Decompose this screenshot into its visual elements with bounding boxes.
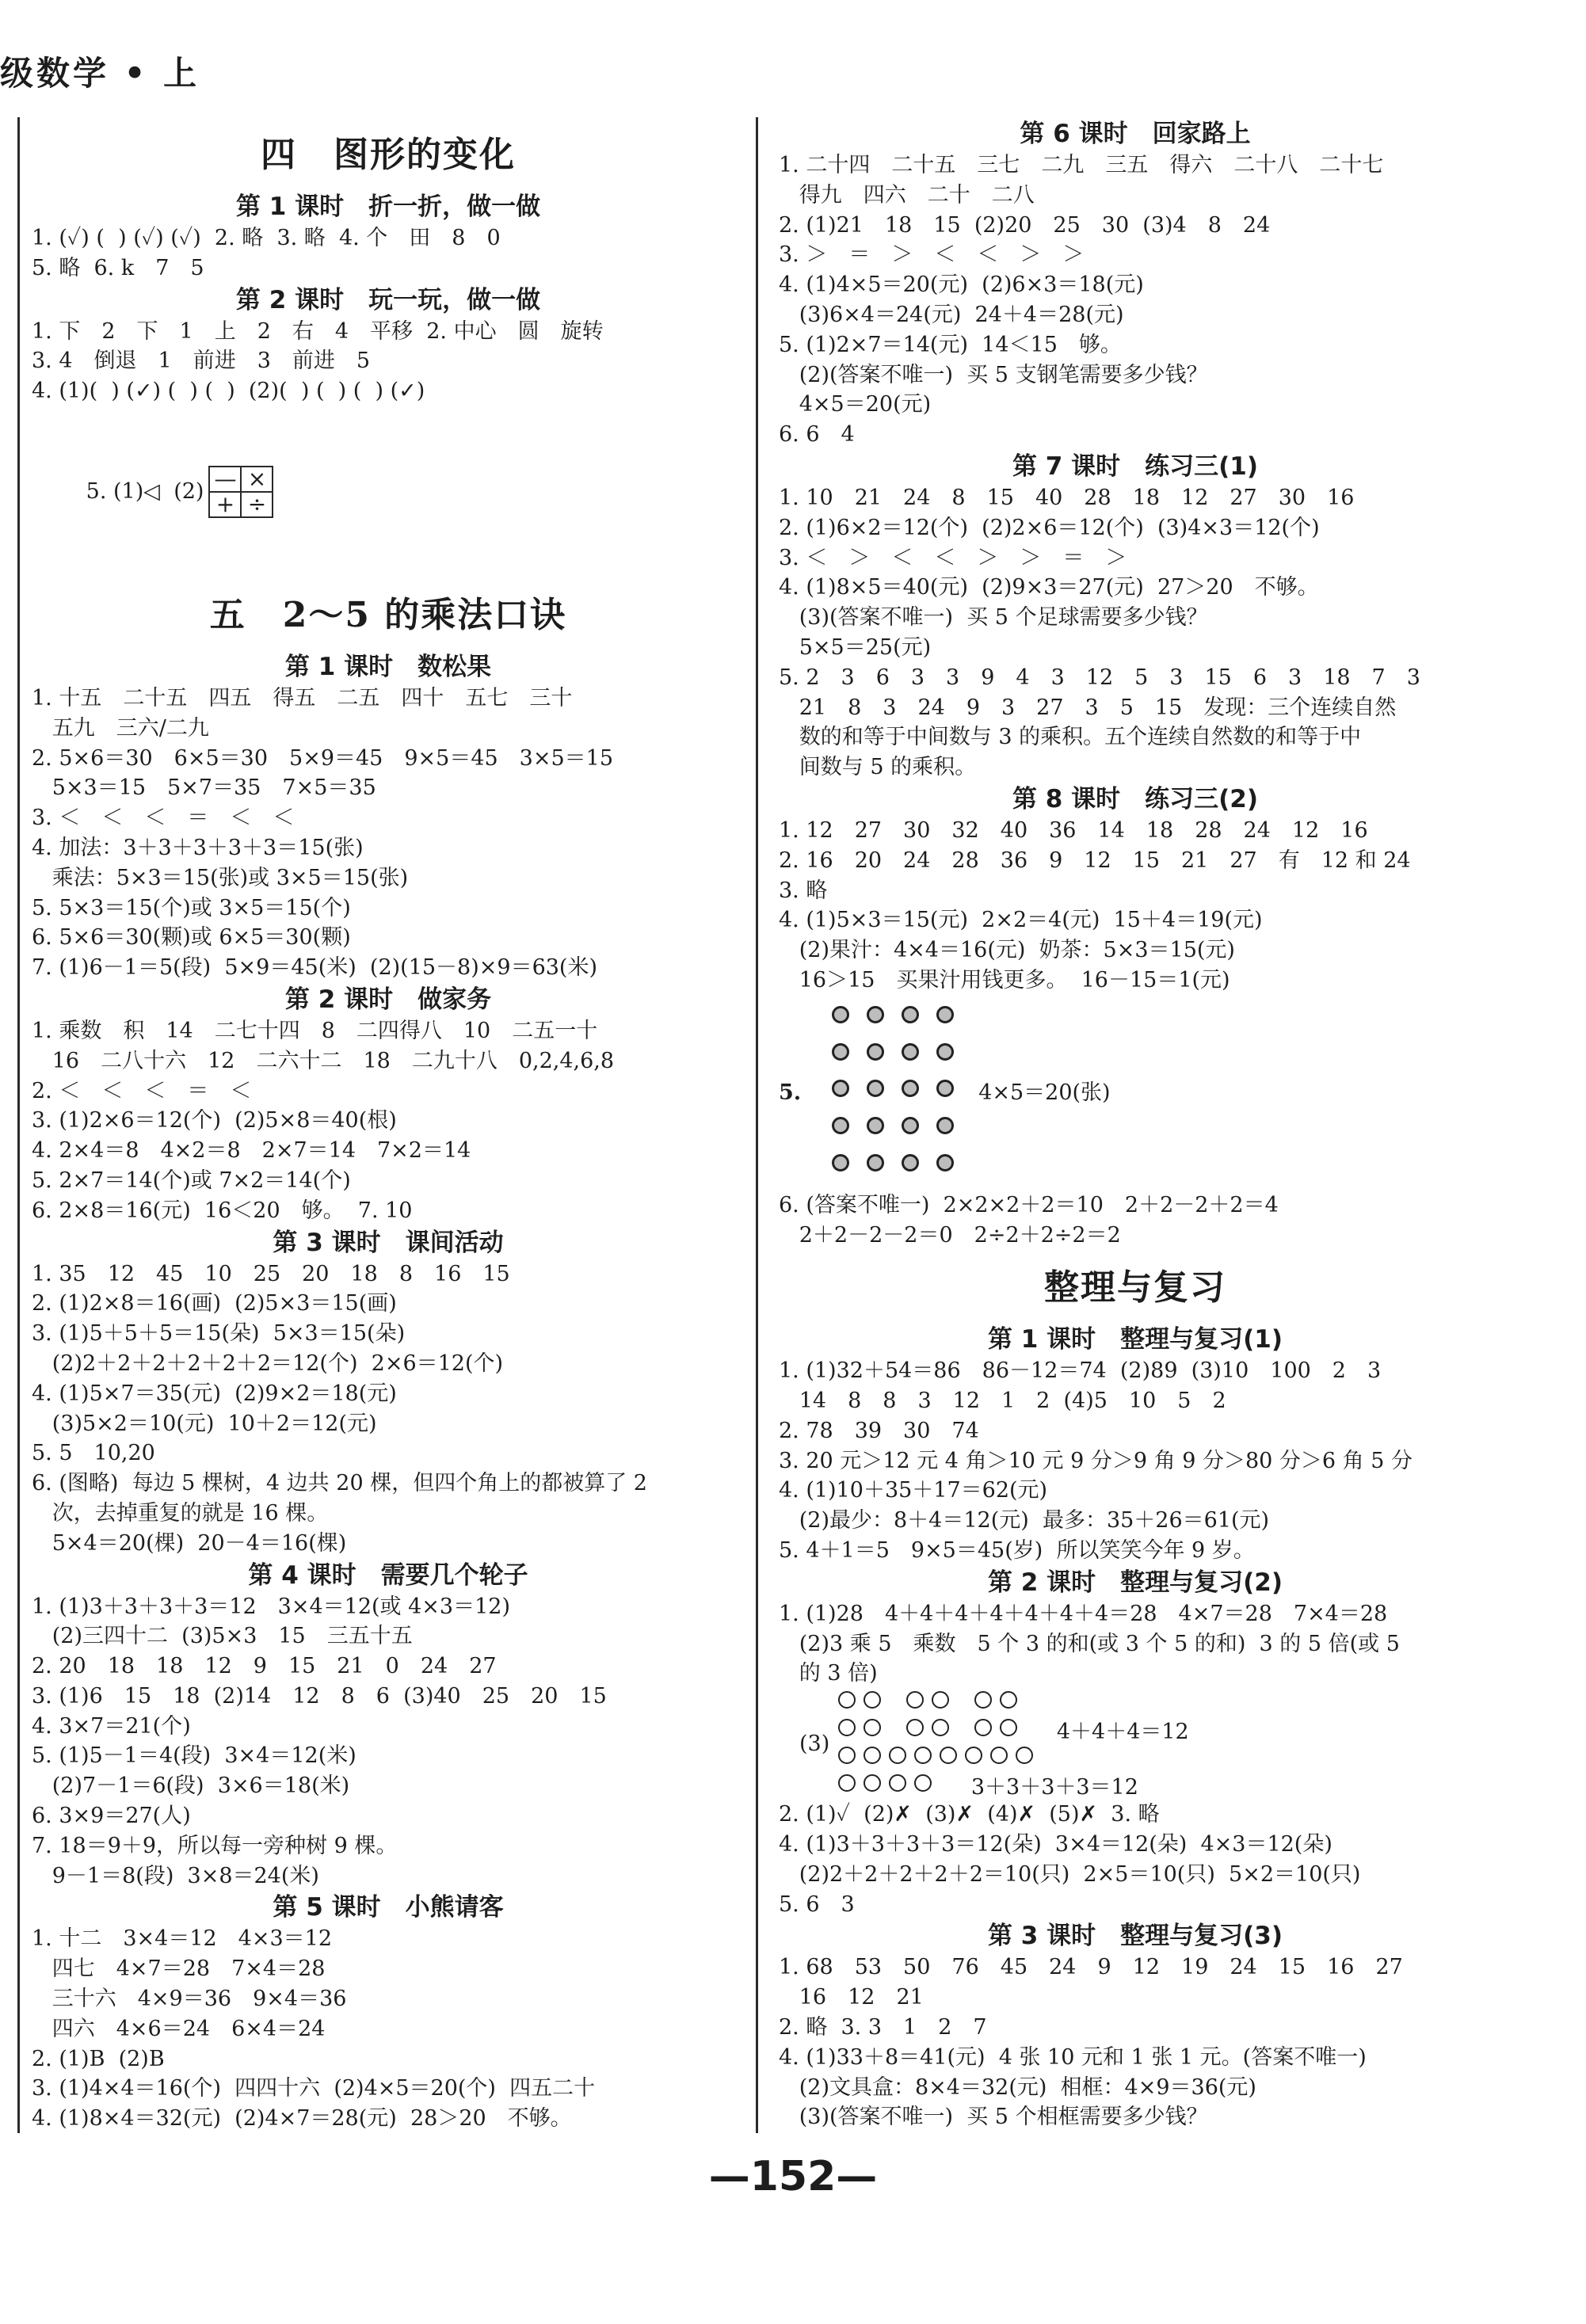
page-number: —152—	[708, 2153, 878, 2200]
dot-array	[823, 1000, 963, 1186]
dot-icon	[936, 1080, 954, 1097]
answer-line: 1. 下 2 下 1 上 2 右 4 平移 2. 中心 圆 旋转	[32, 318, 604, 344]
answer-line: (2)果汁：4×4＝16(元) 奶茶：5×3＝15(元)	[779, 938, 1235, 963]
answer-text: 4×5＝20(张)	[978, 1080, 1111, 1105]
answer-line: 2. 78 39 30 74	[779, 1418, 979, 1443]
answer-line: 2. (1)B (2)B	[32, 2046, 165, 2071]
answer-text: 4＋4＋4＝12	[1056, 1720, 1189, 1745]
ring-icon	[1000, 1719, 1017, 1736]
ring-icon	[914, 1774, 932, 1792]
ring-icon	[974, 1691, 992, 1709]
question-number: 5.	[779, 1080, 802, 1105]
answer-line: 5. 5×3＝15(个)或 3×5＝15(个)	[32, 895, 351, 920]
answer-block	[779, 1356, 1492, 1566]
answer-line: 16 12 21	[779, 1985, 924, 2010]
ring-array	[834, 1689, 1189, 1800]
lesson-title: 第 2 课时 做家务	[284, 985, 492, 1014]
ring-icon	[838, 1774, 856, 1792]
answer-line: 2＋2－2－2＝0 2÷2＋2÷2＝2	[779, 1222, 1121, 1248]
lesson-title: 第 5 课时 小熊请客	[273, 1893, 504, 1922]
answer-line: 2. 16 20 24 28 36 9 12 15 21 27 有 12 和 24	[779, 848, 1411, 873]
answer-line: 4. (1)4×5＝20(元) (2)6×3＝18(元)	[779, 272, 1144, 298]
dot-icon	[867, 1043, 884, 1061]
answer-line: 3. 4 倒退 1 前进 3 前进 5	[32, 349, 371, 374]
answer-block	[779, 816, 1492, 1250]
answer-line: 2. ＜ ＜ ＜ ＝ ＜	[32, 1078, 252, 1103]
ring-icon	[889, 1747, 906, 1764]
lesson-title: 第 1 课时 整理与复习(1)	[987, 1325, 1283, 1354]
answer-line: 4. 加法：3＋3＋3＋3＋3＝15(张)	[32, 835, 364, 860]
answer-block	[779, 1953, 1492, 2133]
lesson-title: 第 6 课时 回家路上	[1020, 120, 1251, 148]
answer-line: (2)3 乘 5 乘数 5 个 3 的和(或 3 个 5 的和) 3 的 5 倍(或 5	[779, 1631, 1400, 1656]
ring-icon	[932, 1691, 949, 1709]
answer-line: (3)5×2＝10(元) 10＋2＝12(元)	[32, 1411, 377, 1436]
ring-icon	[1000, 1691, 1017, 1709]
answer-line: 4. 3×7＝21(个)	[32, 1713, 191, 1739]
answer-line: 1. 二十四 二十五 三七 二九 三五 得六 二十八 二十七	[779, 153, 1384, 177]
ring-icon	[864, 1691, 881, 1709]
answer-line: 1. (1)3＋3＋3＋3＝12 3×4＝12(或 4×3＝12)	[32, 1594, 510, 1619]
answer-line: 三十六 4×9＝36 9×4＝36	[32, 1987, 347, 2012]
answer-line: (2)2＋2＋2＋2＋2＝10(只) 2×5＝10(只) 5×2＝10(只)	[779, 1861, 1361, 1887]
ring-icon	[940, 1747, 957, 1764]
ring-array-answer	[779, 1689, 1492, 1800]
ring-icon	[864, 1719, 881, 1736]
answer-line: 3. ＜ ＞ ＜ ＜ ＞ ＞ ＝ ＞	[779, 545, 1127, 570]
answer-line: 5. 2×7＝14(个)或 7×2＝14(个)	[32, 1168, 351, 1193]
answer-line: 16 二八十六 12 二六十二 18 二九十八 0,2,4,6,8	[32, 1048, 615, 1073]
answer-block	[779, 150, 1492, 450]
answer-line: 2. (1)✓ (2)✗ (3)✗ (4)✗ (5)✗ 3. 略	[779, 1802, 1160, 1827]
answer-block	[32, 317, 745, 577]
answer-text: 3＋3＋3＋3＝12	[970, 1775, 1138, 1800]
answer-block	[32, 223, 745, 284]
answer-line: (2)2＋2＋2＋2＋2＋2＝12(个) 2×6＝12(个)	[32, 1351, 504, 1376]
answer-line: 五九 三六/二九	[32, 715, 209, 741]
dot-icon	[936, 1117, 954, 1134]
lesson-title: 第 1 课时 数松果	[284, 652, 492, 681]
answer-line: 5. 4＋1＝5 9×5＝45(岁) 所以笑笑今年 9 岁。	[779, 1538, 1255, 1564]
answer-line: 4. (1)5×3＝15(元) 2×2＝4(元) 15＋4＝19(元)	[779, 908, 1263, 933]
ring-icon	[838, 1719, 856, 1736]
answer-line: 1. (✓) ( ) (✓) (✓) 2. 略 3. 略 4. 个 田 8 0	[32, 226, 501, 250]
answer-line: (3)6×4＝24(元) 24＋4＝28(元)	[779, 302, 1124, 327]
operator-cell: —	[209, 467, 241, 492]
lesson-title: 第 8 课时 练习三(2)	[1012, 784, 1259, 813]
answer-line: 2. 略 3. 3 1 2 7	[779, 2015, 987, 2040]
answer-block	[32, 1016, 745, 1226]
answer-line: 5. (1)2×7＝14(元) 14＜15 够。	[779, 332, 1122, 357]
answer-block	[32, 1259, 745, 1559]
answer-line: 3. (1)2×6＝12(个) (2)5×8＝40(根)	[32, 1108, 397, 1133]
answer-line: 得九 四六 二十 二八	[779, 182, 1035, 208]
answer-line: 7. 18＝9＋9，所以每一旁种树 9 棵。	[32, 1833, 398, 1858]
ring-icon	[889, 1774, 906, 1792]
answer-block	[32, 684, 745, 983]
answer-line: (3)(答案不唯一) 买 5 个足球需要多少钱？	[779, 605, 1208, 631]
ring-icon	[914, 1747, 932, 1764]
answer-line: 5. 略 6. k 7 5	[32, 255, 204, 280]
answer-line: (2)最少：8＋4＝12(元) 最多：35＋26＝61(元)	[779, 1508, 1270, 1533]
answer-line: 3. (1)6 15 18 (2)14 12 8 6 (3)40 25 20 15	[32, 1683, 607, 1709]
page-header: 级数学 • 上	[0, 54, 200, 93]
answer-line: 4. (1)8×5＝40(元) (2)9×3＝27(元) 27＞20 不够。	[779, 575, 1319, 600]
answer-line: 的 3 倍)	[779, 1661, 878, 1686]
answer-line: 6. (图略) 每边 5 棵树，4 边共 20 棵，但四个角上的都被算了 2	[32, 1471, 647, 1496]
operator-cell: ×	[241, 467, 273, 492]
answer-line: 乘法：5×3＝15(张)或 3×5＝15(张)	[32, 865, 409, 890]
dot-icon	[936, 1006, 954, 1023]
ring-icon	[990, 1747, 1008, 1764]
answer-line: 1. (1)28 4＋4＋4＋4＋4＋4＋4＝28 4×7＝28 7×4＝28	[779, 1601, 1388, 1626]
answer-line: 间数与 5 的乘积。	[779, 755, 977, 780]
answer-line: 14 8 8 3 12 1 2 (4)5 10 5 2	[779, 1389, 1226, 1414]
dot-icon	[902, 1117, 919, 1134]
answer-line: 四六 4×6＝24 6×4＝24	[32, 2016, 326, 2041]
answer-line: 2. 20 18 18 12 9 15 21 0 24 27	[32, 1654, 497, 1679]
answer-block	[779, 1599, 1492, 1920]
answer-line: 6. (答案不唯一) 2×2×2＋2＝10 2＋2－2＋2＝4	[779, 1192, 1279, 1217]
answer-line: 6. 5×6＝30(颗)或 6×5＝30(颗)	[32, 925, 351, 951]
answer-line: 次，去掉重复的就是 16 棵。	[32, 1500, 329, 1526]
answer-line: 16＞15 买果汁用钱更多。 16－15＝1(元)	[779, 967, 1230, 992]
answer-block	[32, 1924, 745, 2133]
answer-line: 4×5＝20(元)	[779, 392, 932, 417]
answer-line: 4. (1)5×7＝35(元) (2)9×2＝18(元)	[32, 1381, 397, 1406]
dot-icon	[832, 1117, 849, 1134]
operator-cell: +	[209, 492, 241, 517]
answer-line: 9－1＝8(段) 3×8＝24(米)	[32, 1863, 319, 1888]
answer-block	[779, 483, 1492, 783]
lesson-title: 第 7 课时 练习三(1)	[1012, 451, 1259, 481]
answer-line: 3. 略	[779, 878, 828, 903]
answer-line: 3. 20 元＞12 元 4 角＞10 元 9 分＞9 角 9 分＞80 分＞6 角 5 分	[779, 1448, 1413, 1473]
question-number: (3)	[799, 1732, 830, 1757]
dot-icon	[832, 1043, 849, 1061]
ring-icon	[932, 1719, 949, 1736]
answer-line: 5×3＝15 5×7＝35 7×5＝35	[32, 775, 376, 801]
dot-icon	[902, 1043, 919, 1061]
answer-line: 5. 2 3 6 3 3 9 4 3 12 5 3 15 6 3 18 7 3	[779, 665, 1420, 690]
answer-line: (2)(答案不唯一) 买 5 支钢笔需要多少钱？	[779, 362, 1208, 387]
ring-icon	[838, 1747, 856, 1764]
answer-line: 4. (1)33＋8＝41(元) 4 张 10 元和 1 张 1 元。(答案不唯一)	[779, 2044, 1367, 2070]
dot-icon	[936, 1154, 954, 1172]
answer-line: 2. (1)2×8＝16(画) (2)5×3＝15(画)	[32, 1291, 397, 1316]
answer-line: 21 8 3 24 9 3 27 3 5 15 发现：三个连续自然	[779, 695, 1397, 720]
left-column	[32, 117, 745, 2133]
dot-icon	[832, 1080, 849, 1097]
dot-icon	[902, 1006, 919, 1023]
answer-line: 3. (1)4×4＝16(个) 四四十六 (2)4×5＝20(个) 四五二十	[32, 2076, 596, 2101]
chapter-title-5: 五 2～5 的乘法口诀	[209, 594, 567, 635]
answer-line: 5. (1)5－1＝4(段) 3×4＝12(米)	[32, 1743, 356, 1769]
answer-line: 2. (1)21 18 15 (2)20 25 30 (3)4 8 24	[779, 212, 1271, 238]
ring-icon	[906, 1691, 924, 1709]
lesson-title: 第 4 课时 需要几个轮子	[248, 1560, 528, 1590]
answer-line: 1. 十二 3×4＝12 4×3＝12	[32, 1926, 333, 1952]
ring-icon	[838, 1691, 856, 1709]
answer-line: 6. 3×9＝27(人)	[32, 1804, 191, 1829]
lesson-title: 第 1 课时 折一折，做一做	[235, 192, 541, 221]
ring-icon	[864, 1774, 881, 1792]
answer-block	[32, 1592, 745, 1892]
answer-line: 3. (1)5＋5＋5＝15(朵) 5×3＝15(朵)	[32, 1321, 406, 1347]
answer-line: 1. 10 21 24 8 15 40 28 18 12 27 30 16	[779, 485, 1355, 510]
answer-line: 4. (1)3＋3＋3＋3＝12(朵) 3×4＝12(朵) 4×3＝12(朵)	[779, 1832, 1332, 1857]
answer-line: 6. 6 4	[779, 422, 855, 448]
column-divider	[756, 117, 758, 2133]
answer-line: 6. 2×8＝16(元) 16＜20 够。 7. 10	[32, 1198, 413, 1223]
dot-icon	[867, 1080, 884, 1097]
answer-line: 1. 十五 二十五 四五 得五 二五 四十 五七 三十	[32, 685, 573, 711]
answer-line	[779, 2132, 1492, 2133]
answer-line: 5. 5 10,20	[32, 1441, 155, 1466]
answer-line: 4. (1)8×4＝32(元) (2)4×7＝28(元) 28＞20 不够。	[32, 2106, 572, 2132]
answer-line: 2. 5×6＝30 6×5＝30 5×9＝45 9×5＝45 3×5＝15	[32, 745, 614, 771]
answer-line: 3. ＜ ＜ ＜ ＝ ＜ ＜	[32, 806, 295, 831]
answer-line: 2. (1)6×2＝12(个) (2)2×6＝12(个) (3)4×3＝12(个)	[779, 515, 1320, 540]
right-column	[779, 117, 1492, 2133]
ring-icon	[864, 1747, 881, 1764]
answer-line: (2)7－1＝6(段) 3×6＝18(米)	[32, 1773, 350, 1799]
answer-line: 4. (1)( ) (✓) ( ) ( ) (2)( ) ( ) ( ) (✓)	[32, 379, 425, 404]
answer-line: 1. 35 12 45 10 25 20 18 8 16 15	[32, 1261, 510, 1286]
ring-icon	[965, 1747, 982, 1764]
dot-array-answer	[779, 996, 1492, 1191]
lesson-title: 第 3 课时 课间活动	[273, 1228, 504, 1257]
left-margin-rule	[17, 117, 20, 2133]
answer-line: 3. ＞ ＝ ＞ ＜ ＜ ＞ ＞	[779, 242, 1085, 268]
answer-text: 5. (1)◁ (2)	[86, 478, 204, 504]
answer-line: 5×4＝20(棵) 20－4＝16(棵)	[32, 1530, 347, 1556]
dot-icon	[867, 1154, 884, 1172]
answer-line: (3)(答案不唯一) 买 5 个相框需要多少钱？	[779, 2105, 1208, 2130]
answer-line: 1. 12 27 30 32 40 36 14 18 28 24 12 16	[779, 817, 1368, 843]
dot-icon	[832, 1154, 849, 1172]
dot-icon	[936, 1043, 954, 1061]
answer-line: 7. (1)6－1＝5(段) 5×9＝45(米) (2)(15－8)×9＝63(米)	[32, 955, 597, 981]
answer-line: (2)三四十二 (3)5×3 15 三五十五	[32, 1624, 413, 1649]
answer-line-q5	[32, 406, 745, 577]
answer-line: 4. 2×4＝8 4×2＝8 2×7＝14 7×2＝14	[32, 1138, 471, 1164]
dot-icon	[902, 1154, 919, 1172]
operator-grid	[208, 466, 273, 518]
answer-line: 1. 乘数 积 14 二七十四 8 二四得八 10 二五一十	[32, 1018, 598, 1043]
answer-line: 数的和等于中间数与 3 的乘积。五个连续自然数的和等于中	[779, 725, 1362, 750]
dot-icon	[902, 1080, 919, 1097]
lesson-title: 第 2 课时 整理与复习(2)	[987, 1568, 1283, 1597]
dot-icon	[867, 1006, 884, 1023]
answer-line: 1. 68 53 50 76 45 24 9 12 19 24 15 16 27	[779, 1955, 1403, 1980]
ring-icon	[974, 1719, 992, 1736]
answer-line: 5. 6 3	[779, 1892, 855, 1917]
answer-line: (2)文具盒：8×4＝32(元) 相框：4×9＝36(元)	[779, 2074, 1256, 2100]
answer-line: 四七 4×7＝28 7×4＝28	[32, 1956, 326, 1982]
operator-cell: ÷	[241, 492, 273, 517]
ring-icon	[1016, 1747, 1033, 1764]
lesson-title: 第 2 课时 玩一玩，做一做	[235, 285, 541, 314]
ring-icon	[906, 1719, 924, 1736]
answer-line: 5×5＝25(元)	[779, 634, 932, 660]
lesson-title: 第 3 课时 整理与复习(3)	[987, 1922, 1283, 1951]
answer-line: 4. (1)10＋35＋17＝62(元)	[779, 1478, 1048, 1503]
answer-line: 1. (1)32＋54＝86 86－12＝74 (2)89 (3)10 100 2 3	[779, 1358, 1382, 1384]
dot-icon	[867, 1117, 884, 1134]
review-title: 整理与复习	[1044, 1267, 1226, 1309]
dot-icon	[832, 1006, 849, 1023]
chapter-title-4: 四 图形的变化	[261, 135, 516, 175]
